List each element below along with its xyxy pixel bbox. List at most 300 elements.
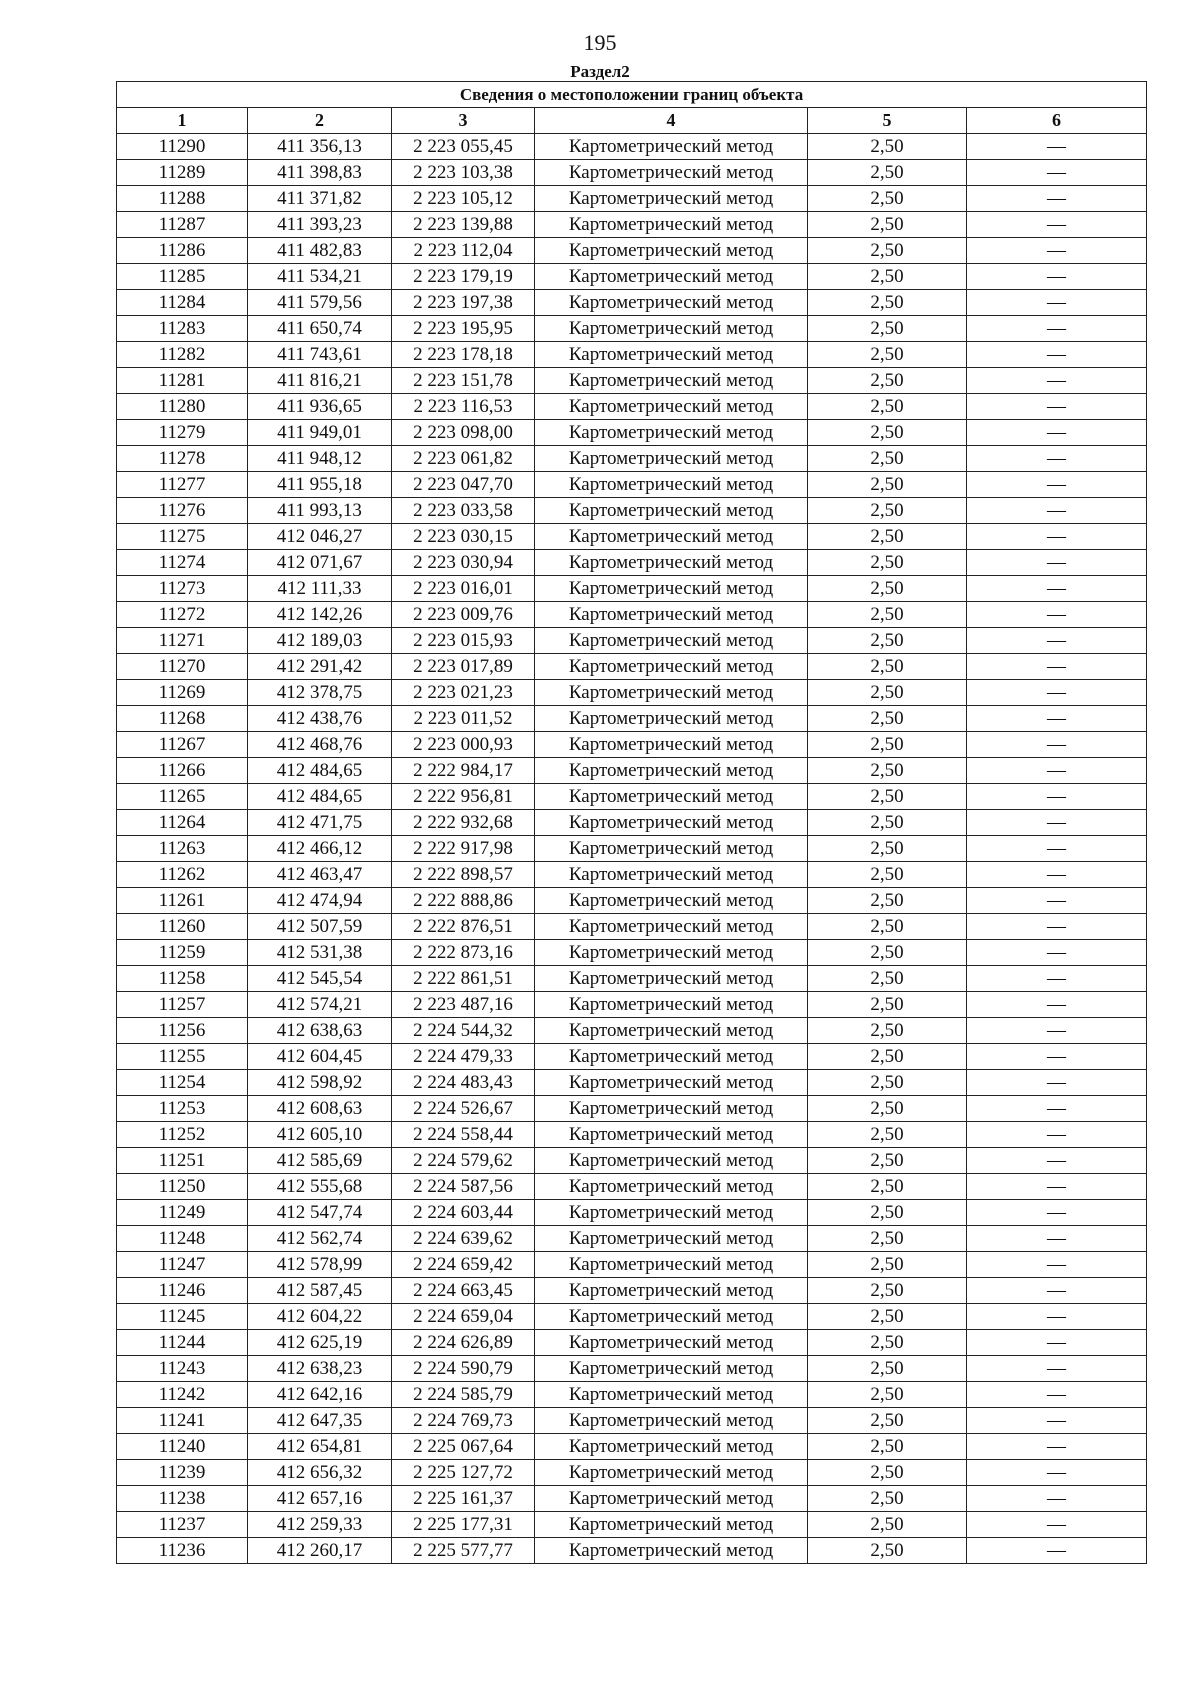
x-coordinate-cell: 411 579,56 — [248, 290, 392, 316]
accuracy-cell: 2,50 — [808, 654, 967, 680]
y-coordinate-cell: 2 223 030,15 — [392, 524, 535, 550]
accuracy-cell: 2,50 — [808, 1200, 967, 1226]
x-coordinate-cell: 412 471,75 — [248, 810, 392, 836]
note-cell: — — [967, 836, 1147, 862]
y-coordinate-cell: 2 223 105,12 — [392, 186, 535, 212]
accuracy-cell: 2,50 — [808, 264, 967, 290]
note-cell: — — [967, 498, 1147, 524]
method-cell: Картометрический метод — [535, 680, 808, 706]
x-coordinate-cell: 412 604,22 — [248, 1304, 392, 1330]
accuracy-cell: 2,50 — [808, 1460, 967, 1486]
table-row — [117, 576, 1147, 602]
method-cell: Картометрический метод — [535, 1382, 808, 1408]
method-cell: Картометрический метод — [535, 1356, 808, 1382]
point-number-cell: 11276 — [117, 498, 248, 524]
point-number-cell: 11242 — [117, 1382, 248, 1408]
method-cell: Картометрический метод — [535, 862, 808, 888]
y-coordinate-cell: 2 224 558,44 — [392, 1122, 535, 1148]
y-coordinate-cell: 2 223 197,38 — [392, 290, 535, 316]
accuracy-cell: 2,50 — [808, 212, 967, 238]
table-row — [117, 160, 1147, 186]
x-coordinate-cell: 412 656,32 — [248, 1460, 392, 1486]
y-coordinate-cell: 2 223 178,18 — [392, 342, 535, 368]
table-row — [117, 1174, 1147, 1200]
note-cell: — — [967, 576, 1147, 602]
y-coordinate-cell: 2 225 067,64 — [392, 1434, 535, 1460]
table-row — [117, 1122, 1147, 1148]
y-coordinate-cell: 2 224 603,44 — [392, 1200, 535, 1226]
note-cell: — — [967, 524, 1147, 550]
table-caption-row — [117, 82, 1147, 108]
table-row — [117, 472, 1147, 498]
x-coordinate-cell: 411 650,74 — [248, 316, 392, 342]
accuracy-cell: 2,50 — [808, 1278, 967, 1304]
x-coordinate-cell: 411 371,82 — [248, 186, 392, 212]
accuracy-cell: 2,50 — [808, 992, 967, 1018]
method-cell: Картометрический метод — [535, 784, 808, 810]
point-number-cell: 11284 — [117, 290, 248, 316]
accuracy-cell: 2,50 — [808, 1382, 967, 1408]
method-cell: Картометрический метод — [535, 238, 808, 264]
method-cell: Картометрический метод — [535, 1096, 808, 1122]
note-cell: — — [967, 914, 1147, 940]
note-cell: — — [967, 758, 1147, 784]
y-coordinate-cell: 2 222 932,68 — [392, 810, 535, 836]
table-row — [117, 732, 1147, 758]
x-coordinate-cell: 412 585,69 — [248, 1148, 392, 1174]
table-row — [117, 1460, 1147, 1486]
point-number-cell: 11288 — [117, 186, 248, 212]
x-coordinate-cell: 412 531,38 — [248, 940, 392, 966]
table-row — [117, 654, 1147, 680]
point-number-cell: 11277 — [117, 472, 248, 498]
y-coordinate-cell: 2 224 579,62 — [392, 1148, 535, 1174]
point-number-cell: 11251 — [117, 1148, 248, 1174]
accuracy-cell: 2,50 — [808, 940, 967, 966]
note-cell: — — [967, 134, 1147, 160]
point-number-cell: 11262 — [117, 862, 248, 888]
table-row — [117, 1330, 1147, 1356]
accuracy-cell: 2,50 — [808, 1512, 967, 1538]
note-cell: — — [967, 186, 1147, 212]
table-row — [117, 394, 1147, 420]
page-number: 195 — [583, 30, 617, 55]
column-number: 4 — [535, 108, 808, 134]
table-row — [117, 914, 1147, 940]
accuracy-cell: 2,50 — [808, 784, 967, 810]
x-coordinate-cell: 412 605,10 — [248, 1122, 392, 1148]
x-coordinate-cell: 412 474,94 — [248, 888, 392, 914]
note-cell: — — [967, 940, 1147, 966]
method-cell: Картометрический метод — [535, 212, 808, 238]
column-number: 3 — [392, 108, 535, 134]
point-number-cell: 11239 — [117, 1460, 248, 1486]
table-row — [117, 1226, 1147, 1252]
point-number-cell: 11265 — [117, 784, 248, 810]
x-coordinate-cell: 412 638,63 — [248, 1018, 392, 1044]
method-cell: Картометрический метод — [535, 1278, 808, 1304]
method-cell: Картометрический метод — [535, 1486, 808, 1512]
y-coordinate-cell: 2 225 177,31 — [392, 1512, 535, 1538]
note-cell: — — [967, 654, 1147, 680]
method-cell: Картометрический метод — [535, 1512, 808, 1538]
note-cell: — — [967, 316, 1147, 342]
method-cell: Картометрический метод — [535, 1148, 808, 1174]
point-number-cell: 11271 — [117, 628, 248, 654]
method-cell: Картометрический метод — [535, 992, 808, 1018]
method-cell: Картометрический метод — [535, 1018, 808, 1044]
table-row — [117, 862, 1147, 888]
table-row — [117, 550, 1147, 576]
point-number-cell: 11241 — [117, 1408, 248, 1434]
table-row — [117, 1278, 1147, 1304]
note-cell: — — [967, 1252, 1147, 1278]
y-coordinate-cell: 2 223 112,04 — [392, 238, 535, 264]
y-coordinate-cell: 2 224 590,79 — [392, 1356, 535, 1382]
point-number-cell: 11270 — [117, 654, 248, 680]
x-coordinate-cell: 412 378,75 — [248, 680, 392, 706]
accuracy-cell: 2,50 — [808, 1226, 967, 1252]
y-coordinate-cell: 2 223 055,45 — [392, 134, 535, 160]
method-cell: Картометрический метод — [535, 1044, 808, 1070]
point-number-cell: 11264 — [117, 810, 248, 836]
y-coordinate-cell: 2 223 000,93 — [392, 732, 535, 758]
accuracy-cell: 2,50 — [808, 1070, 967, 1096]
accuracy-cell: 2,50 — [808, 1122, 967, 1148]
point-number-cell: 11253 — [117, 1096, 248, 1122]
accuracy-cell: 2,50 — [808, 1174, 967, 1200]
x-coordinate-cell: 412 260,17 — [248, 1538, 392, 1564]
method-cell: Картометрический метод — [535, 342, 808, 368]
point-number-cell: 11287 — [117, 212, 248, 238]
table-row — [117, 264, 1147, 290]
note-cell: — — [967, 446, 1147, 472]
note-cell: — — [967, 1148, 1147, 1174]
y-coordinate-cell: 2 224 526,67 — [392, 1096, 535, 1122]
x-coordinate-cell: 411 398,83 — [248, 160, 392, 186]
x-coordinate-cell: 412 578,99 — [248, 1252, 392, 1278]
accuracy-cell: 2,50 — [808, 420, 967, 446]
y-coordinate-cell: 2 223 017,89 — [392, 654, 535, 680]
accuracy-cell: 2,50 — [808, 680, 967, 706]
accuracy-cell: 2,50 — [808, 914, 967, 940]
y-coordinate-cell: 2 224 483,43 — [392, 1070, 535, 1096]
accuracy-cell: 2,50 — [808, 1330, 967, 1356]
method-cell: Картометрический метод — [535, 472, 808, 498]
x-coordinate-cell: 412 638,23 — [248, 1356, 392, 1382]
column-number: 5 — [808, 108, 967, 134]
y-coordinate-cell: 2 222 984,17 — [392, 758, 535, 784]
table-row — [117, 1200, 1147, 1226]
point-number-cell: 11237 — [117, 1512, 248, 1538]
x-coordinate-cell: 412 657,16 — [248, 1486, 392, 1512]
table-row — [117, 1356, 1147, 1382]
y-coordinate-cell: 2 224 626,89 — [392, 1330, 535, 1356]
table-row — [117, 1512, 1147, 1538]
x-coordinate-cell: 412 604,45 — [248, 1044, 392, 1070]
method-cell: Картометрический метод — [535, 524, 808, 550]
table-row — [117, 1148, 1147, 1174]
point-number-cell: 11256 — [117, 1018, 248, 1044]
x-coordinate-cell: 411 356,13 — [248, 134, 392, 160]
x-coordinate-cell: 412 608,63 — [248, 1096, 392, 1122]
table-row — [117, 238, 1147, 264]
accuracy-cell: 2,50 — [808, 862, 967, 888]
x-coordinate-cell: 411 482,83 — [248, 238, 392, 264]
method-cell: Картометрический метод — [535, 1070, 808, 1096]
method-cell: Картометрический метод — [535, 810, 808, 836]
y-coordinate-cell: 2 224 659,42 — [392, 1252, 535, 1278]
point-number-cell: 11258 — [117, 966, 248, 992]
accuracy-cell: 2,50 — [808, 1044, 967, 1070]
method-cell: Картометрический метод — [535, 264, 808, 290]
point-number-cell: 11274 — [117, 550, 248, 576]
point-number-cell: 11280 — [117, 394, 248, 420]
note-cell: — — [967, 1356, 1147, 1382]
accuracy-cell: 2,50 — [808, 238, 967, 264]
accuracy-cell: 2,50 — [808, 186, 967, 212]
point-number-cell: 11289 — [117, 160, 248, 186]
accuracy-cell: 2,50 — [808, 1252, 967, 1278]
point-number-cell: 11261 — [117, 888, 248, 914]
point-number-cell: 11243 — [117, 1356, 248, 1382]
x-coordinate-cell: 412 507,59 — [248, 914, 392, 940]
accuracy-cell: 2,50 — [808, 524, 967, 550]
y-coordinate-cell: 2 224 544,32 — [392, 1018, 535, 1044]
y-coordinate-cell: 2 222 876,51 — [392, 914, 535, 940]
accuracy-cell: 2,50 — [808, 1018, 967, 1044]
table-row — [117, 1486, 1147, 1512]
point-number-cell: 11282 — [117, 342, 248, 368]
point-number-cell: 11283 — [117, 316, 248, 342]
method-cell: Картометрический метод — [535, 628, 808, 654]
accuracy-cell: 2,50 — [808, 1356, 967, 1382]
accuracy-cell: 2,50 — [808, 1148, 967, 1174]
note-cell: — — [967, 1174, 1147, 1200]
x-coordinate-cell: 412 291,42 — [248, 654, 392, 680]
column-number: 2 — [248, 108, 392, 134]
x-coordinate-cell: 412 654,81 — [248, 1434, 392, 1460]
column-number-row — [117, 108, 1147, 134]
method-cell: Картометрический метод — [535, 732, 808, 758]
point-number-cell: 11260 — [117, 914, 248, 940]
method-cell: Картометрический метод — [535, 134, 808, 160]
method-cell: Картометрический метод — [535, 1460, 808, 1486]
x-coordinate-cell: 412 259,33 — [248, 1512, 392, 1538]
method-cell: Картометрический метод — [535, 966, 808, 992]
note-cell: — — [967, 212, 1147, 238]
point-number-cell: 11266 — [117, 758, 248, 784]
note-cell: — — [967, 1460, 1147, 1486]
x-coordinate-cell: 412 046,27 — [248, 524, 392, 550]
note-cell: — — [967, 602, 1147, 628]
accuracy-cell: 2,50 — [808, 628, 967, 654]
x-coordinate-cell: 412 555,68 — [248, 1174, 392, 1200]
accuracy-cell: 2,50 — [808, 602, 967, 628]
method-cell: Картометрический метод — [535, 420, 808, 446]
x-coordinate-cell: 412 625,19 — [248, 1330, 392, 1356]
y-coordinate-cell: 2 222 917,98 — [392, 836, 535, 862]
y-coordinate-cell: 2 223 047,70 — [392, 472, 535, 498]
table-row — [117, 628, 1147, 654]
column-number: 6 — [967, 108, 1147, 134]
point-number-cell: 11247 — [117, 1252, 248, 1278]
accuracy-cell: 2,50 — [808, 732, 967, 758]
method-cell: Картометрический метод — [535, 1538, 808, 1564]
x-coordinate-cell: 412 484,65 — [248, 758, 392, 784]
x-coordinate-cell: 412 468,76 — [248, 732, 392, 758]
x-coordinate-cell: 412 587,45 — [248, 1278, 392, 1304]
accuracy-cell: 2,50 — [808, 160, 967, 186]
point-number-cell: 11286 — [117, 238, 248, 264]
table-row — [117, 836, 1147, 862]
note-cell: — — [967, 810, 1147, 836]
note-cell: — — [967, 1018, 1147, 1044]
note-cell: — — [967, 888, 1147, 914]
method-cell: Картометрический метод — [535, 446, 808, 472]
table-row — [117, 1382, 1147, 1408]
note-cell: — — [967, 992, 1147, 1018]
note-cell: — — [967, 368, 1147, 394]
point-number-cell: 11267 — [117, 732, 248, 758]
table-row — [117, 784, 1147, 810]
y-coordinate-cell: 2 225 577,77 — [392, 1538, 535, 1564]
x-coordinate-cell: 412 545,54 — [248, 966, 392, 992]
method-cell: Картометрический метод — [535, 758, 808, 784]
accuracy-cell: 2,50 — [808, 1434, 967, 1460]
accuracy-cell: 2,50 — [808, 758, 967, 784]
table-row — [117, 966, 1147, 992]
accuracy-cell: 2,50 — [808, 472, 967, 498]
y-coordinate-cell: 2 223 487,16 — [392, 992, 535, 1018]
y-coordinate-cell: 2 223 015,93 — [392, 628, 535, 654]
y-coordinate-cell: 2 223 061,82 — [392, 446, 535, 472]
method-cell: Картометрический метод — [535, 316, 808, 342]
y-coordinate-cell: 2 224 769,73 — [392, 1408, 535, 1434]
accuracy-cell: 2,50 — [808, 836, 967, 862]
accuracy-cell: 2,50 — [808, 1408, 967, 1434]
note-cell: — — [967, 784, 1147, 810]
method-cell: Картометрический метод — [535, 1434, 808, 1460]
note-cell: — — [967, 732, 1147, 758]
y-coordinate-cell: 2 223 016,01 — [392, 576, 535, 602]
point-number-cell: 11252 — [117, 1122, 248, 1148]
note-cell: — — [967, 1044, 1147, 1070]
y-coordinate-cell: 2 223 098,00 — [392, 420, 535, 446]
method-cell: Картометрический метод — [535, 1330, 808, 1356]
note-cell: — — [967, 550, 1147, 576]
note-cell: — — [967, 238, 1147, 264]
method-cell: Картометрический метод — [535, 1174, 808, 1200]
note-cell: — — [967, 1434, 1147, 1460]
y-coordinate-cell: 2 222 873,16 — [392, 940, 535, 966]
method-cell: Картометрический метод — [535, 1122, 808, 1148]
note-cell: — — [967, 862, 1147, 888]
point-number-cell: 11278 — [117, 446, 248, 472]
table-row — [117, 992, 1147, 1018]
table-row — [117, 290, 1147, 316]
note-cell: — — [967, 290, 1147, 316]
y-coordinate-cell: 2 224 639,62 — [392, 1226, 535, 1252]
table-row — [117, 810, 1147, 836]
y-coordinate-cell: 2 223 030,94 — [392, 550, 535, 576]
note-cell: — — [967, 966, 1147, 992]
method-cell: Картометрический метод — [535, 394, 808, 420]
note-cell: — — [967, 1304, 1147, 1330]
accuracy-cell: 2,50 — [808, 576, 967, 602]
note-cell: — — [967, 706, 1147, 732]
point-number-cell: 11238 — [117, 1486, 248, 1512]
x-coordinate-cell: 412 071,67 — [248, 550, 392, 576]
note-cell: — — [967, 1200, 1147, 1226]
note-cell: — — [967, 342, 1147, 368]
method-cell: Картометрический метод — [535, 602, 808, 628]
table-row — [117, 420, 1147, 446]
y-coordinate-cell: 2 223 195,95 — [392, 316, 535, 342]
column-number: 1 — [117, 108, 248, 134]
x-coordinate-cell: 412 463,47 — [248, 862, 392, 888]
point-number-cell: 11245 — [117, 1304, 248, 1330]
table-row — [117, 1408, 1147, 1434]
note-cell: — — [967, 160, 1147, 186]
method-cell: Картометрический метод — [535, 368, 808, 394]
section-title: Раздел2 — [570, 62, 630, 81]
y-coordinate-cell: 2 222 888,86 — [392, 888, 535, 914]
table-row — [117, 498, 1147, 524]
table-row — [117, 1252, 1147, 1278]
note-cell: — — [967, 1070, 1147, 1096]
y-coordinate-cell: 2 224 663,45 — [392, 1278, 535, 1304]
y-coordinate-cell: 2 223 011,52 — [392, 706, 535, 732]
point-number-cell: 11254 — [117, 1070, 248, 1096]
x-coordinate-cell: 412 466,12 — [248, 836, 392, 862]
point-number-cell: 11275 — [117, 524, 248, 550]
point-number-cell: 11263 — [117, 836, 248, 862]
note-cell: — — [967, 1278, 1147, 1304]
y-coordinate-cell: 2 223 009,76 — [392, 602, 535, 628]
table-row — [117, 1096, 1147, 1122]
accuracy-cell: 2,50 — [808, 1304, 967, 1330]
x-coordinate-cell: 412 142,26 — [248, 602, 392, 628]
x-coordinate-cell: 411 393,23 — [248, 212, 392, 238]
y-coordinate-cell: 2 222 956,81 — [392, 784, 535, 810]
table-row — [117, 186, 1147, 212]
accuracy-cell: 2,50 — [808, 706, 967, 732]
note-cell: — — [967, 394, 1147, 420]
y-coordinate-cell: 2 223 179,19 — [392, 264, 535, 290]
y-coordinate-cell: 2 223 151,78 — [392, 368, 535, 394]
table-row — [117, 212, 1147, 238]
note-cell: — — [967, 1096, 1147, 1122]
point-number-cell: 11272 — [117, 602, 248, 628]
table-row — [117, 134, 1147, 160]
x-coordinate-cell: 411 993,13 — [248, 498, 392, 524]
table-row — [117, 524, 1147, 550]
point-number-cell: 11240 — [117, 1434, 248, 1460]
y-coordinate-cell: 2 223 033,58 — [392, 498, 535, 524]
x-coordinate-cell: 412 547,74 — [248, 1200, 392, 1226]
x-coordinate-cell: 412 438,76 — [248, 706, 392, 732]
note-cell: — — [967, 1486, 1147, 1512]
x-coordinate-cell: 412 642,16 — [248, 1382, 392, 1408]
y-coordinate-cell: 2 224 479,33 — [392, 1044, 535, 1070]
accuracy-cell: 2,50 — [808, 966, 967, 992]
x-coordinate-cell: 411 948,12 — [248, 446, 392, 472]
point-number-cell: 11257 — [117, 992, 248, 1018]
table-row — [117, 706, 1147, 732]
x-coordinate-cell: 412 647,35 — [248, 1408, 392, 1434]
x-coordinate-cell: 411 816,21 — [248, 368, 392, 394]
